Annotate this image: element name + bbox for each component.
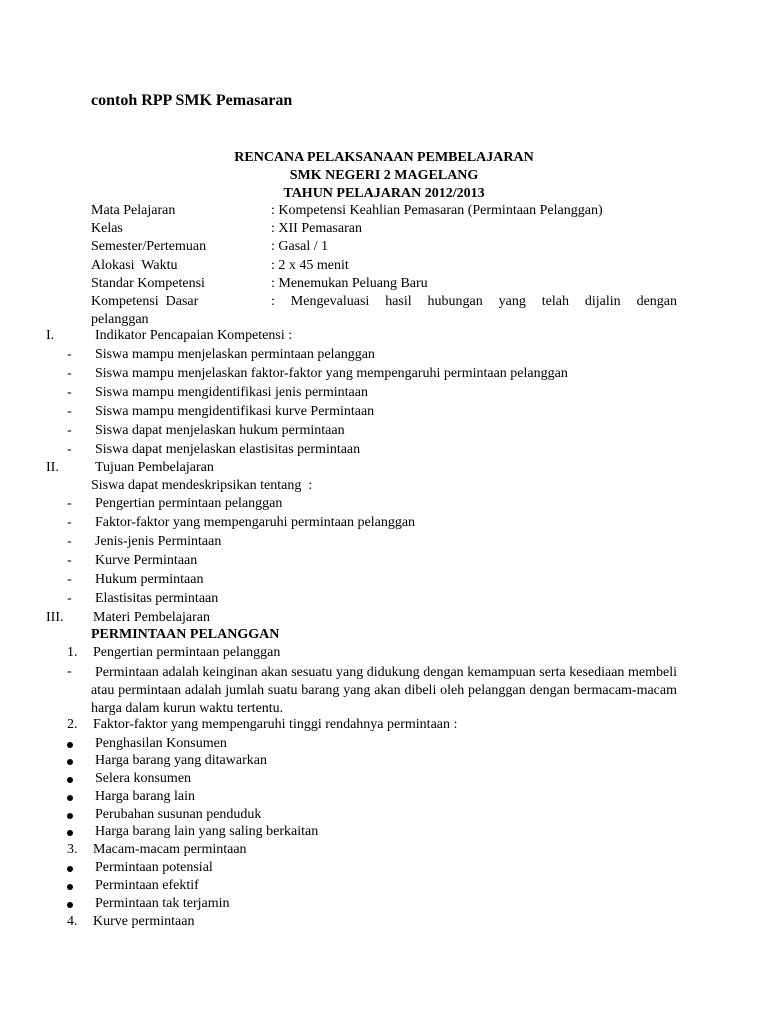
list-item-text: Kurve Permintaan xyxy=(95,553,198,568)
bullet-item-text: Harga barang lain yang saling berkaitan xyxy=(95,824,319,839)
bullet-icon xyxy=(67,902,73,908)
list-item xyxy=(0,534,768,553)
numbered-item-title: Kurve permintaan xyxy=(93,914,195,929)
info-label: Alokasi Waktu xyxy=(91,257,178,273)
item-number: 1. xyxy=(67,645,78,660)
dash-marker: - xyxy=(67,664,72,679)
list-item-text: Siswa mampu menjelaskan faktor-faktor yang mempengaruhi permintaan pelanggan xyxy=(95,366,568,381)
list-item-text: Hukum permintaan xyxy=(95,572,204,587)
info-value: : 2 x 45 menit xyxy=(271,257,349,273)
list-item-text: Pengertian permintaan pelanggan xyxy=(95,496,283,511)
heading-line-3: TAHUN PELAJARAN 2012/2013 xyxy=(283,186,485,201)
numbered-item xyxy=(0,842,768,861)
list-item xyxy=(0,366,768,385)
info-label: Kompetensi Dasar xyxy=(91,294,199,310)
info-value: : XII Pemasaran xyxy=(271,221,362,237)
section-number: III. xyxy=(46,610,64,625)
item-number: 4. xyxy=(67,914,78,929)
list-item xyxy=(0,591,768,610)
bullet-item-text: Permintaan potensial xyxy=(95,860,213,875)
info-row-alokasi-waktu xyxy=(91,257,677,275)
item-number: 3. xyxy=(67,842,78,857)
dash-marker: - xyxy=(67,515,72,530)
list-item-text: Siswa dapat menjelaskan elastisitas permintaan xyxy=(95,442,361,457)
info-row-kelas xyxy=(91,220,677,238)
list-item xyxy=(0,553,768,572)
bullet-item xyxy=(0,789,768,808)
list-item xyxy=(0,496,768,515)
info-row-kompetensi-dasar xyxy=(91,293,677,311)
bullet-item xyxy=(0,896,768,915)
info-value-continuation: pelanggan xyxy=(91,312,149,328)
info-value: : Kompetensi Keahlian Pemasaran (Permintaan Pelanggan) xyxy=(271,203,603,218)
info-row-standar-kompetensi xyxy=(91,275,677,293)
dash-marker: - xyxy=(67,385,72,400)
dash-marker: - xyxy=(67,572,72,587)
numbered-item xyxy=(0,717,768,736)
dash-marker: - xyxy=(67,496,72,511)
bullet-icon xyxy=(67,813,73,819)
tujuan-intro: Siswa dapat mendeskripsikan tentang : xyxy=(91,478,313,493)
list-item-text: Elastisitas permintaan xyxy=(95,591,219,606)
section-title: Tujuan Pembelajaran xyxy=(95,460,214,475)
list-item xyxy=(0,404,768,423)
numbered-item-title: Faktor-faktor yang mempengaruhi tinggi rendahnya permintaan : xyxy=(93,717,458,732)
bullet-item-text: Harga barang yang ditawarkan xyxy=(95,753,267,768)
dash-marker: - xyxy=(67,553,72,568)
section-title: Materi Pembelajaran xyxy=(93,610,211,625)
list-item-text: Siswa mampu mengidentifikasi kurve Permintaan xyxy=(95,404,375,419)
info-value: : Mengevaluasi hasil hubungan yang telah dijalin dengan xyxy=(271,294,677,310)
numbered-item xyxy=(0,914,768,933)
list-item-text: Jenis-jenis Permintaan xyxy=(95,534,222,549)
list-item-text: Siswa dapat menjelaskan hukum permintaan xyxy=(95,423,345,438)
bullet-item xyxy=(0,824,768,843)
numbered-item-title: Macam-macam permintaan xyxy=(93,842,247,857)
bullet-icon xyxy=(67,759,73,765)
bullet-icon xyxy=(67,884,73,890)
section-title: Indikator Pencapaian Kompetensi : xyxy=(95,328,293,343)
bullet-item xyxy=(0,753,768,772)
numbered-item-title: Pengertian permintaan pelanggan xyxy=(93,645,281,660)
item-number: 2. xyxy=(67,717,78,732)
info-row-semester xyxy=(91,238,677,256)
bullet-item xyxy=(0,878,768,897)
list-item-text: Faktor-faktor yang mempengaruhi permintaan pelanggan xyxy=(95,515,416,530)
list-item xyxy=(0,423,768,442)
section-number: I. xyxy=(46,328,55,343)
bullet-item-text: Perubahan susunan penduduk xyxy=(95,807,262,822)
info-value: : Gasal / 1 xyxy=(271,239,329,255)
dash-marker: - xyxy=(67,442,72,457)
section-number: II. xyxy=(46,460,59,475)
info-label: Semester/Pertemuan xyxy=(91,239,207,255)
numbered-item xyxy=(0,645,768,664)
list-item xyxy=(0,515,768,534)
bullet-icon xyxy=(67,830,73,836)
bullet-item-text: Harga barang lain xyxy=(95,789,196,804)
definition-paragraph: Permintaan adalah keinginan akan sesuatu yang didukung dengan kemampuan serta kesediaan membeli atau permintaan adalah jumlah suatu barang yang akan dibeli oleh pelanggan dengan bermacam-macam harga dalam kurun waktu tertentu. xyxy=(91,665,677,716)
list-item-text: Siswa mampu mengidentifikasi jenis permintaan xyxy=(95,385,368,400)
info-label: Kelas xyxy=(91,221,123,237)
bullet-icon xyxy=(67,777,73,783)
materi-subtitle: PERMINTAAN PELANGGAN xyxy=(91,627,280,642)
bullet-item xyxy=(0,860,768,879)
dash-marker: - xyxy=(67,347,72,362)
info-row-mata-pelajaran xyxy=(91,202,677,220)
list-item xyxy=(0,572,768,591)
dash-marker: - xyxy=(67,404,72,419)
document-title: contoh RPP SMK Pemasaran xyxy=(91,92,293,109)
list-item xyxy=(0,347,768,366)
dash-marker: - xyxy=(67,591,72,606)
list-item-text: Siswa mampu menjelaskan permintaan pelanggan xyxy=(95,347,375,362)
bullet-icon xyxy=(67,795,73,801)
dash-marker: - xyxy=(67,534,72,549)
info-label: Mata Pelajaran xyxy=(91,203,176,218)
bullet-icon xyxy=(67,866,73,872)
bullet-icon xyxy=(67,742,73,748)
bullet-item xyxy=(0,771,768,790)
bullet-item-text: Penghasilan Konsumen xyxy=(95,736,227,751)
info-table xyxy=(91,202,677,329)
bullet-item-text: Permintaan efektif xyxy=(95,878,199,893)
heading-line-1: RENCANA PELAKSANAAN PEMBELAJARAN xyxy=(234,150,534,165)
heading-line-2: SMK NEGERI 2 MAGELANG xyxy=(289,168,479,183)
info-value: : Menemukan Peluang Baru xyxy=(271,275,428,291)
list-item xyxy=(0,385,768,404)
dash-marker: - xyxy=(67,423,72,438)
dash-marker: - xyxy=(67,366,72,381)
rpp-heading xyxy=(0,149,768,203)
bullet-item-text: Selera konsumen xyxy=(95,771,192,786)
list-item xyxy=(0,442,768,461)
bullet-item-text: Permintaan tak terjamin xyxy=(95,896,230,911)
info-label: Standar Kompetensi xyxy=(91,275,205,291)
